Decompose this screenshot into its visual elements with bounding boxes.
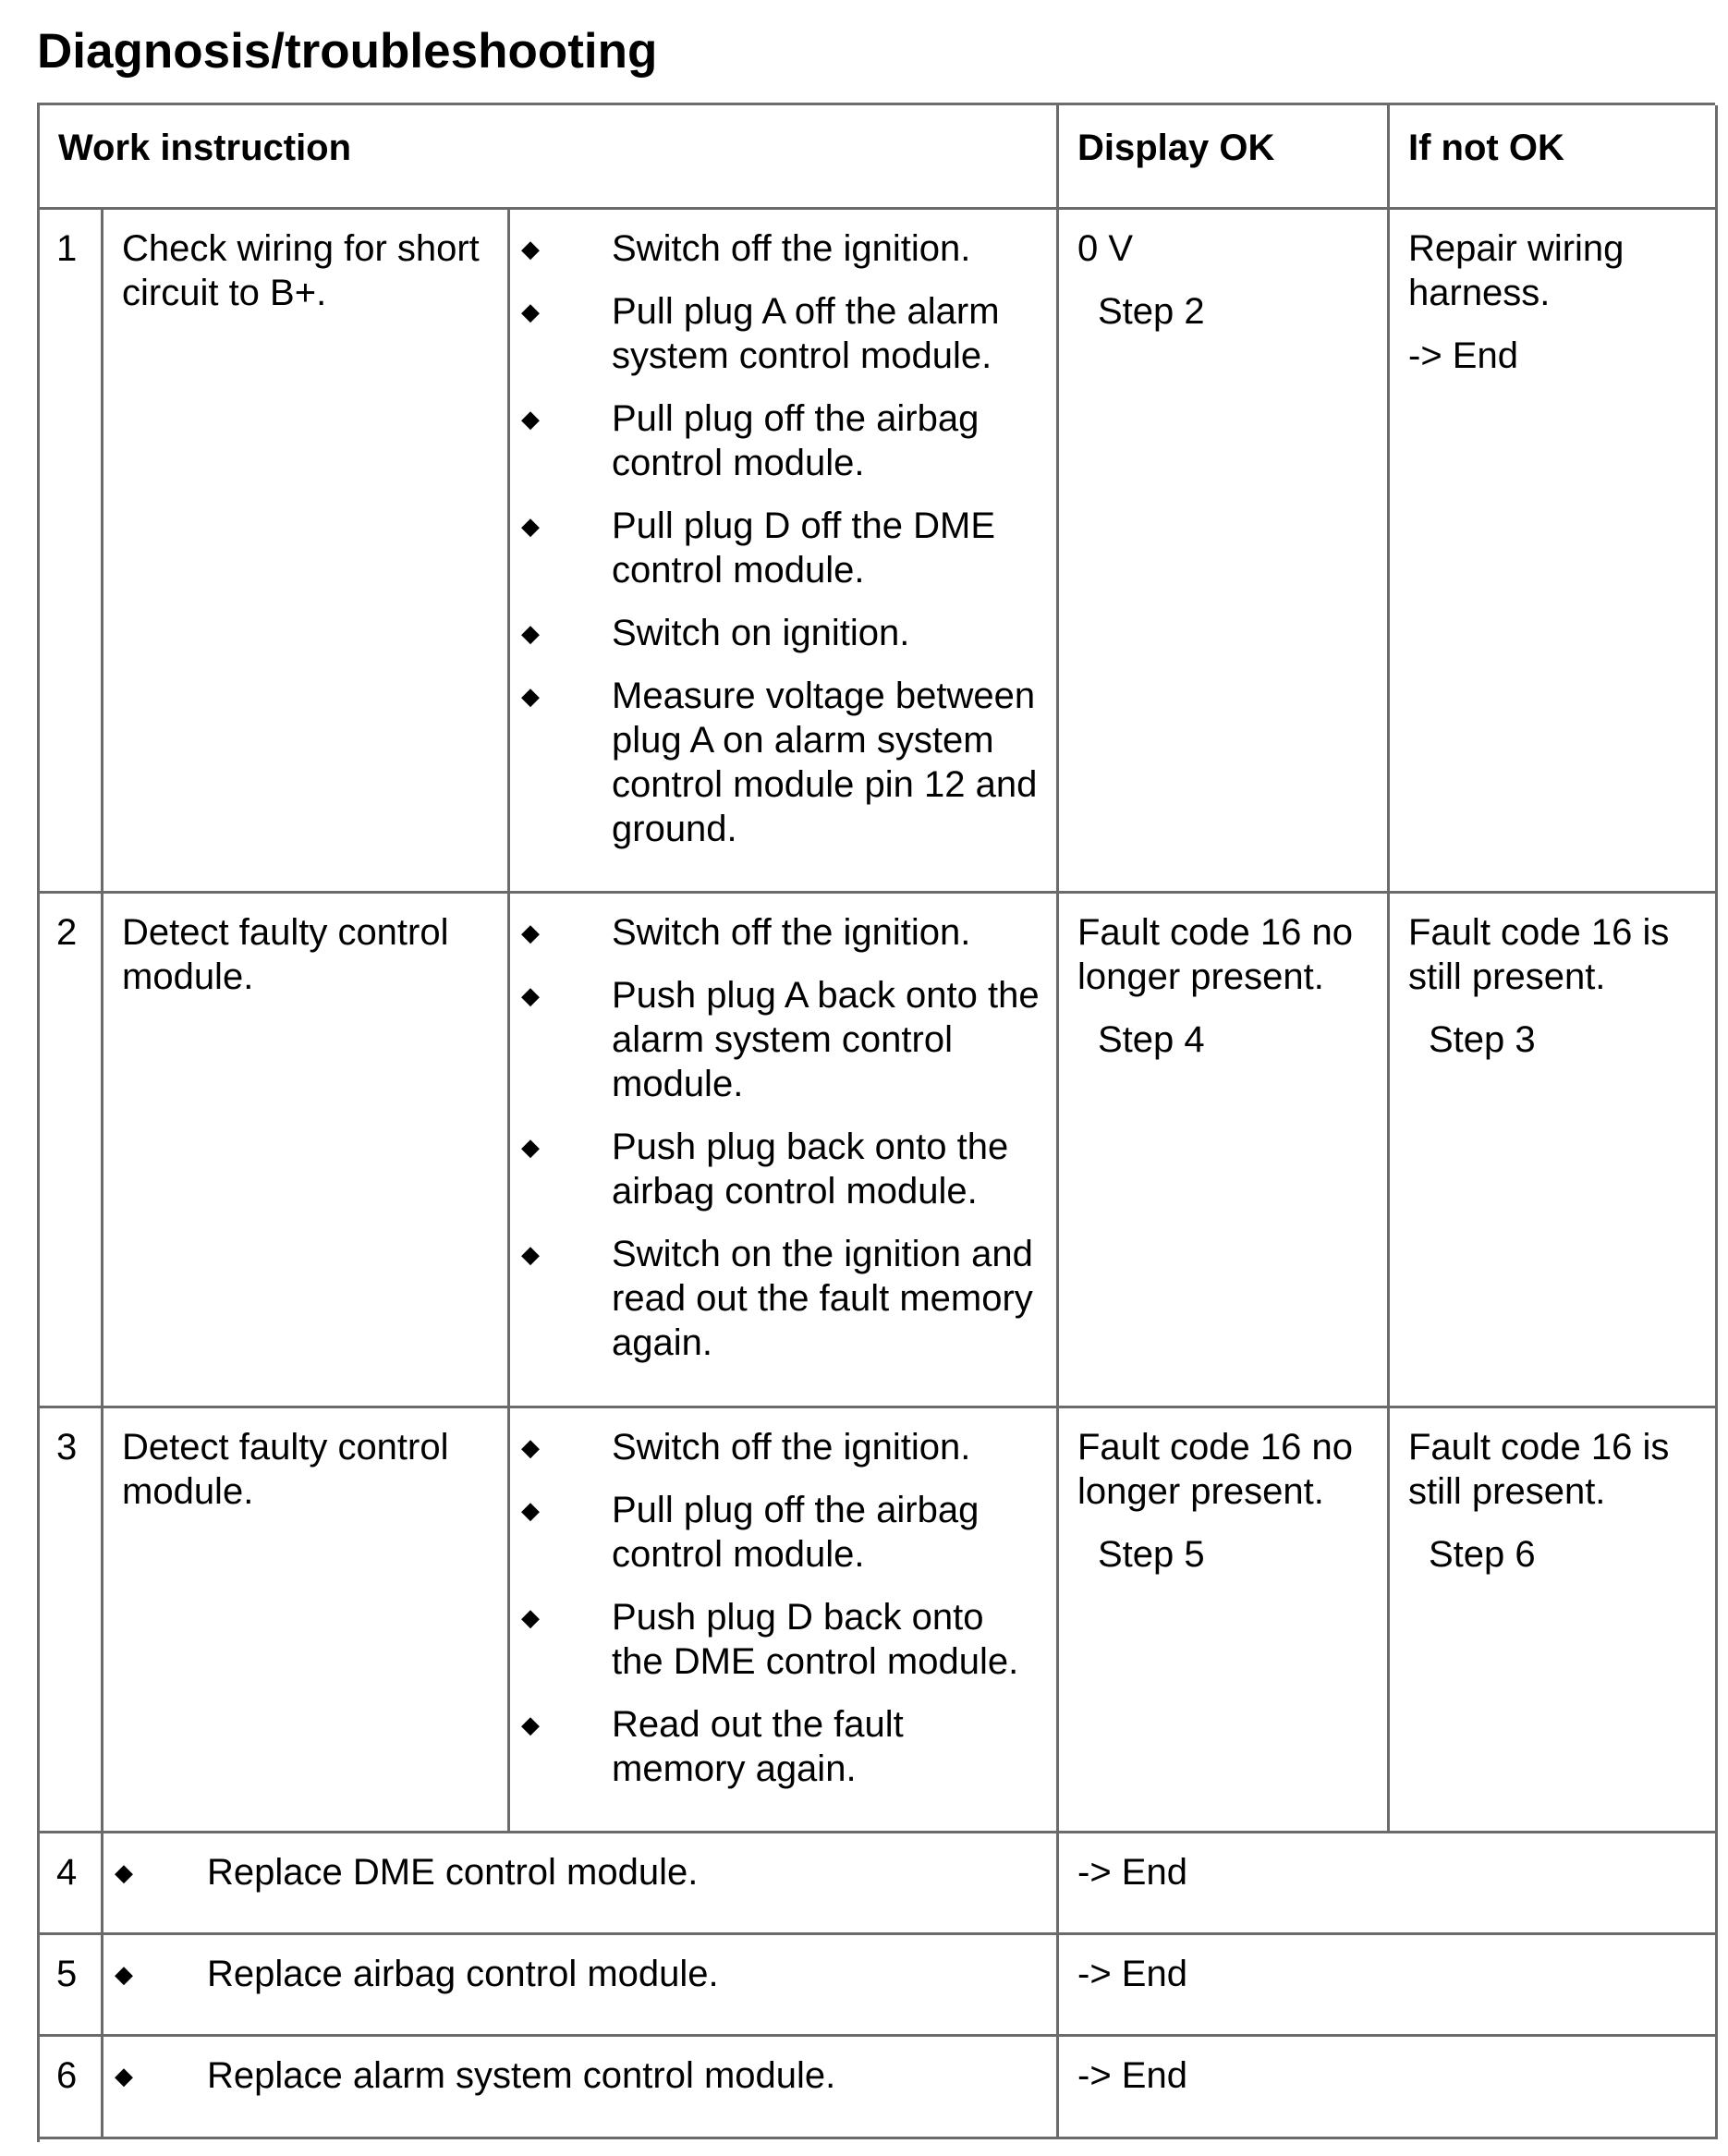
step-item — [510, 1488, 1040, 1577]
step-text: Replace airbag control module. — [207, 1954, 719, 1994]
step-item — [103, 2053, 1040, 2098]
if-not-ok-cell — [1390, 1408, 1718, 1833]
display-ok-next-step: Step 4 — [1098, 1019, 1205, 1060]
row-result: -> End — [1059, 2037, 1718, 2139]
step-text: Replace alarm system control module. — [207, 2055, 836, 2096]
row-number: 6 — [40, 2037, 103, 2139]
display-ok-cell — [1059, 1408, 1390, 1833]
page-title: Diagnosis/troubleshooting — [37, 24, 658, 79]
diamond-bullet-icon: ◆ — [521, 1133, 540, 1161]
step-text: Push plug D back onto the DME control module. — [612, 1597, 1019, 1682]
if-not-ok-value: Fault code 16 is still present. — [1408, 1427, 1670, 1512]
step-text: Switch on ignition. — [612, 613, 910, 653]
step-item — [103, 1952, 1040, 1996]
step-text: Push plug A back onto the alarm system control module. — [612, 975, 1040, 1104]
step-text: Switch off the ignition. — [612, 912, 971, 953]
step-item — [510, 611, 1040, 655]
row-action — [103, 1833, 1059, 1935]
step-text: Read out the fault memory again. — [612, 1704, 904, 1789]
display-ok-next-step: Step 2 — [1098, 291, 1205, 332]
step-item — [510, 1595, 1040, 1684]
step-item — [510, 504, 1040, 592]
diamond-bullet-icon: ◆ — [521, 1711, 540, 1738]
diamond-bullet-icon: ◆ — [115, 1858, 133, 1886]
diamond-bullet-icon: ◆ — [521, 1603, 540, 1631]
if-not-ok-value: Repair wiring harness. — [1408, 228, 1625, 313]
if-not-ok-value: Fault code 16 is still present. — [1408, 912, 1670, 997]
step-text: Pull plug D off the DME control module. — [612, 506, 996, 591]
step-item — [510, 973, 1040, 1106]
step-item — [103, 1850, 1040, 1894]
row-number: 2 — [40, 894, 103, 1408]
step-text: Pull plug off the airbag control module. — [612, 1490, 980, 1575]
step-text: Switch off the ignition. — [612, 1427, 971, 1468]
step-text: Measure voltage between plug A on alarm system control module pin 12 and ground. — [612, 676, 1038, 849]
row-description: Detect faulty control module. — [103, 1408, 510, 1833]
step-text: Switch off the ignition. — [612, 228, 971, 269]
step-item — [510, 396, 1040, 485]
diamond-bullet-icon: ◆ — [115, 2062, 133, 2089]
row-number: 1 — [40, 210, 103, 894]
header-work-instruction: Work instruction — [40, 105, 1059, 210]
step-item — [510, 910, 1040, 955]
display-ok-value: Fault code 16 no longer present. — [1077, 1427, 1353, 1512]
row-steps — [510, 894, 1059, 1408]
step-text: Pull plug off the airbag control module. — [612, 398, 980, 483]
troubleshooting-table — [37, 103, 1715, 2142]
step-item — [510, 226, 1040, 271]
header-display-ok: Display OK — [1059, 105, 1390, 210]
if-not-ok-cell — [1390, 210, 1718, 894]
diamond-bullet-icon: ◆ — [521, 682, 540, 710]
row-number: 3 — [40, 1408, 103, 1833]
diamond-bullet-icon: ◆ — [521, 1240, 540, 1268]
step-item — [510, 1232, 1040, 1365]
diamond-bullet-icon: ◆ — [521, 1496, 540, 1524]
row-number: 4 — [40, 1833, 103, 1935]
step-item — [510, 1425, 1040, 1469]
step-item — [510, 289, 1040, 378]
display-ok-next-step: Step 5 — [1098, 1534, 1205, 1575]
diamond-bullet-icon: ◆ — [521, 235, 540, 262]
step-item — [510, 674, 1040, 851]
if-not-ok-next-step: -> End — [1408, 335, 1518, 376]
step-item — [510, 1125, 1040, 1213]
step-text: Pull plug A off the alarm system control module. — [612, 291, 1000, 376]
row-action — [103, 2037, 1059, 2139]
display-ok-value: Fault code 16 no longer present. — [1077, 912, 1353, 997]
diamond-bullet-icon: ◆ — [521, 1433, 540, 1461]
if-not-ok-cell — [1390, 894, 1718, 1408]
row-description: Check wiring for short circuit to B+. — [103, 210, 510, 894]
display-ok-cell — [1059, 894, 1390, 1408]
diamond-bullet-icon: ◆ — [521, 512, 540, 540]
row-steps — [510, 1408, 1059, 1833]
step-text: Switch on the ignition and read out the fault memory again. — [612, 1234, 1033, 1363]
header-if-not-ok: If not OK — [1390, 105, 1718, 210]
if-not-ok-next-step: Step 6 — [1429, 1534, 1536, 1575]
row-result: -> End — [1059, 1833, 1718, 1935]
row-action — [103, 1935, 1059, 2037]
if-not-ok-next-step: Step 3 — [1429, 1019, 1536, 1060]
display-ok-value: 0 V — [1077, 228, 1134, 269]
diamond-bullet-icon: ◆ — [521, 981, 540, 1009]
step-text: Replace DME control module. — [207, 1852, 699, 1893]
row-steps — [510, 210, 1059, 894]
diamond-bullet-icon: ◆ — [521, 619, 540, 647]
diamond-bullet-icon: ◆ — [115, 1960, 133, 1988]
step-item — [510, 1702, 1040, 1791]
step-text: Push plug back onto the airbag control module. — [612, 1127, 1009, 1212]
row-number: 5 — [40, 1935, 103, 2037]
row-description: Detect faulty control module. — [103, 894, 510, 1408]
diamond-bullet-icon: ◆ — [521, 919, 540, 946]
diamond-bullet-icon: ◆ — [521, 298, 540, 325]
row-result: -> End — [1059, 1935, 1718, 2037]
diamond-bullet-icon: ◆ — [521, 405, 540, 432]
display-ok-cell — [1059, 210, 1390, 894]
